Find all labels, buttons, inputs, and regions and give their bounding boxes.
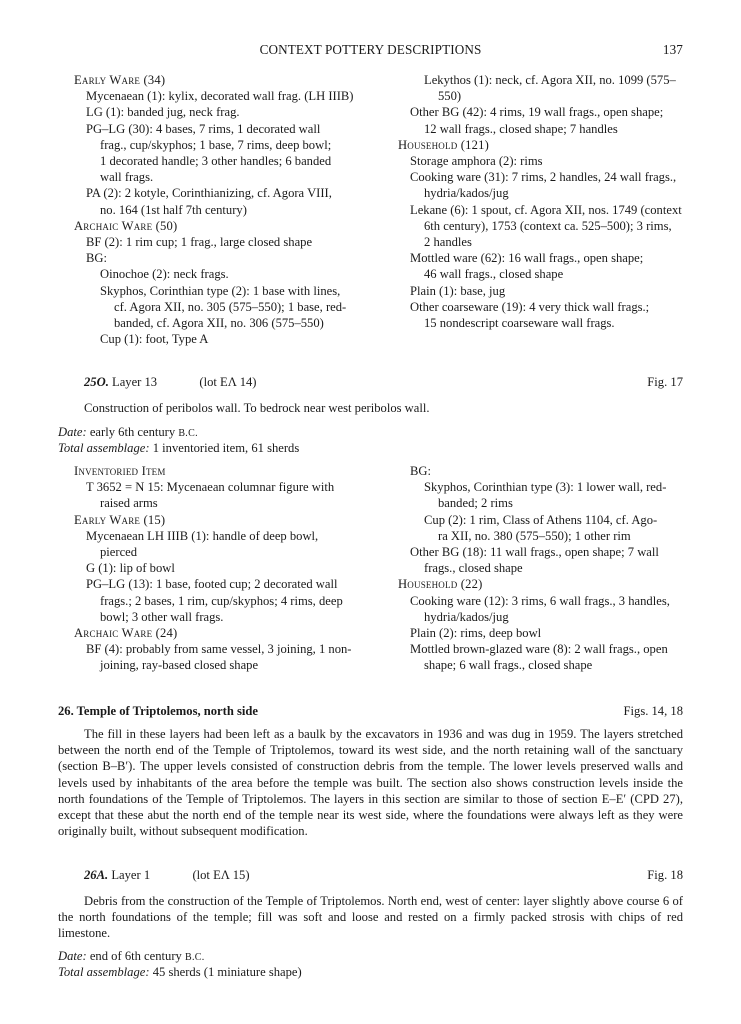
top-right-line: hydria/kados/jug (424, 186, 509, 201)
mid-left-line: Inventoried Item (74, 464, 166, 478)
lot-26a-total-value: 45 sherds (1 miniature shape) (152, 965, 302, 979)
lot-26a-layer: Layer 1 (111, 868, 151, 882)
mid-right-line: ra XII, no. 380 (575–550); 1 other rim (438, 528, 631, 543)
lot-25o-date-value: early 6th century (89, 425, 176, 439)
top-left-line: Cup (1): foot, Type A (100, 332, 209, 347)
top-right-line: 12 wall frags., closed shape; 7 handles (424, 121, 618, 136)
top-left-inventory (74, 72, 374, 347)
mid-left-line: frags.; 2 bases, 1 rim, cup/skyphos; 4 rims, deep (100, 593, 343, 608)
mid-right-line: Household (22) (398, 577, 483, 592)
mid-right-line: banded; 2 rims (438, 496, 513, 511)
mid-left-inventory (74, 463, 374, 674)
page-number: 137 (662, 42, 683, 57)
top-left-line: 1 decorated handle; 3 other handles; 6 banded (100, 154, 332, 169)
top-right-line: Other BG (42): 4 rims, 19 wall frags., open shape; (410, 105, 664, 120)
lot-25o-layer: Layer 13 (112, 375, 158, 389)
mid-left-line: Mycenaean LH IIIB (1): handle of deep bowl, (86, 528, 319, 543)
top-right-line: 46 wall frags., closed shape (424, 267, 564, 282)
mid-right-line: Mottled brown-glazed ware (8): 2 wall frags., open (410, 642, 668, 657)
lot-26a-date-era: B.C. (184, 952, 205, 963)
lot-26a-total (58, 964, 302, 980)
lot-25o-description: Construction of peribolos wall. To bedrock near west peribolos wall. (84, 401, 430, 415)
mid-left-line: T 3652 = N 15: Mycenaean columnar figure with (86, 480, 335, 495)
top-right-inventory (398, 72, 698, 331)
top-right-line: Storage amphora (2): rims (410, 154, 543, 169)
lot-26a-heading (84, 867, 683, 883)
top-right-line: 2 handles (424, 235, 472, 250)
section-26-title: 26. Temple of Triptolemos, north side (58, 704, 258, 718)
top-left-line: PG–LG (30): 4 bases, 7 rims, 1 decorated wall (86, 121, 321, 136)
mid-left-line: Early Ware (15) (74, 512, 166, 527)
mid-right-line: Cooking ware (12): 3 rims, 6 wall frags., 3 handles, (410, 593, 670, 608)
mid-left-line: raised arms (100, 496, 158, 511)
top-right-line: Plain (1): base, jug (410, 283, 506, 298)
lot-25o-total-value: 1 inventoried item, 61 sherds (152, 441, 300, 455)
lot-26a-fig: Fig. 18 (647, 868, 683, 882)
section-26-paragraph: The fill in these layers had been left as a baulk by the excavators in 1936 and was dug in 1959. The layers stretched between the north end of the Temple of Triptolemos, toward its west side, and the north retaining wall of the sanctuary (section B–B′). The upper levels consisted of construction debris from the temple. The lower levels preserved walls and levels used by inhabitants of the area before the temple was built. The section also shows construction levels inside the north foundations of the Temple of Triptolemos. The layers in this section are similar to those of section E–E′ (CPD 27), except that these abut the north end of the temple near its west side, where the foundations were always left as they were originally built, without subsequent modification. (58, 727, 683, 839)
mid-left-line: pierced (100, 545, 138, 560)
mid-right-line: Plain (2): rims, deep bowl (410, 626, 542, 641)
lot-25o-total (58, 440, 299, 456)
top-left-line: BF (2): 1 rim cup; 1 frag., large closed shape (86, 235, 313, 250)
mid-right-line: Skyphos, Corinthian type (3): 1 lower wall, red- (424, 480, 667, 495)
mid-right-inventory (398, 463, 698, 674)
section-26-figs: Figs. 14, 18 (623, 704, 683, 718)
mid-right-line: BG: (410, 464, 431, 478)
top-left-line: banded, cf. Agora XII, no. 306 (575–550) (114, 316, 324, 331)
lot-25o-fig: Fig. 17 (647, 375, 683, 389)
top-right-line: 6th century), 1753 (context ca. 525–500); 3 rims, (424, 218, 672, 233)
top-right-line: Household (121) (398, 137, 490, 152)
top-right-line: 550) (438, 89, 462, 104)
top-left-line: no. 164 (1st half 7th century) (100, 202, 247, 217)
mid-left-line: BF (4): probably from same vessel, 3 joining, 1 non- (86, 642, 352, 657)
lot-25o-date-label: Date: (58, 425, 87, 439)
mid-right-line: shape; 6 wall frags., closed shape (424, 658, 593, 673)
lot-26a-lot: (lot EΛ 15) (192, 868, 250, 882)
mid-right-line: Cup (2): 1 rim, Class of Athens 1104, cf. Ago- (424, 512, 658, 527)
top-left-line: Archaic Ware (50) (74, 218, 178, 233)
mid-right-line: Other BG (18): 11 wall frags., open shape; 7 wall (410, 545, 659, 560)
top-right-line: Other coarseware (19): 4 very thick wall frags.; (410, 299, 650, 314)
top-right-line: Lekane (6): 1 spout, cf. Agora XII, nos. 1749 (context (410, 202, 682, 217)
lot-25o-lot: (lot EΛ 14) (199, 375, 257, 389)
top-left-line: wall frags. (100, 170, 154, 185)
top-left-line: BG: (86, 251, 107, 266)
top-left-line: PA (2): 2 kotyle, Corinthianizing, cf. Agora VIII, (86, 186, 332, 201)
mid-left-line: joining, ray-based closed shape (100, 658, 259, 673)
lot-25o-total-label: Total assemblage: (58, 441, 150, 455)
top-left-line: frag., cup/skyphos; 1 base, 7 rims, deep bowl; (100, 137, 332, 152)
mid-left-line: G (1): lip of bowl (86, 561, 175, 576)
top-left-line: Oinochoe (2): neck frags. (100, 267, 229, 282)
top-left-line: Mycenaean (1): kylix, decorated wall frag. (LH IIIB) (86, 89, 354, 104)
lot-26a-date-value: end of 6th century (89, 949, 182, 963)
top-left-line: Skyphos, Corinthian type (2): 1 base with lines, (100, 283, 341, 298)
lot-25o-id: 25O. (84, 375, 109, 389)
top-right-line: Mottled ware (62): 16 wall frags., open shape; (410, 251, 644, 266)
mid-right-line: hydria/kados/jug (424, 609, 509, 624)
top-right-line: Cooking ware (31): 7 rims, 2 handles, 24 wall frags., (410, 170, 677, 185)
top-left-line: cf. Agora XII, no. 305 (575–550); 1 base, red- (114, 299, 347, 314)
top-right-line: 15 nondescript coarseware wall frags. (424, 316, 615, 331)
top-left-line: LG (1): banded jug, neck frag. (86, 105, 240, 120)
top-left-line: Early Ware (34) (74, 73, 166, 87)
section-26-heading (58, 703, 683, 719)
lot-25o-date-era: B.C. (178, 428, 198, 439)
lot-25o-heading (84, 374, 683, 390)
mid-left-line: Archaic Ware (24) (74, 626, 178, 641)
top-right-line: Lekythos (1): neck, cf. Agora XII, no. 1099 (575– (424, 73, 676, 87)
mid-left-line: PG–LG (13): 1 base, footed cup; 2 decorated wall (86, 577, 338, 592)
lot-26a-description: Debris from the construction of the Temple of Triptolemos. North end, west of center: layer slightly above course 6 of the north foundations of the temple; fill was soft and loose and rested on a firmly packed strosis with chips of red limestone. (58, 894, 683, 941)
lot-26a-total-label: Total assemblage: (58, 965, 150, 979)
mid-left-line: bowl; 3 other wall frags. (100, 609, 224, 624)
lot-26a-id: 26A. (84, 868, 109, 882)
running-head-title: CONTEXT POTTERY DESCRIPTIONS (259, 42, 482, 57)
mid-right-line: frags., closed shape (424, 561, 523, 576)
running-head (0, 42, 741, 58)
lot-26a-date-label: Date: (58, 949, 87, 963)
